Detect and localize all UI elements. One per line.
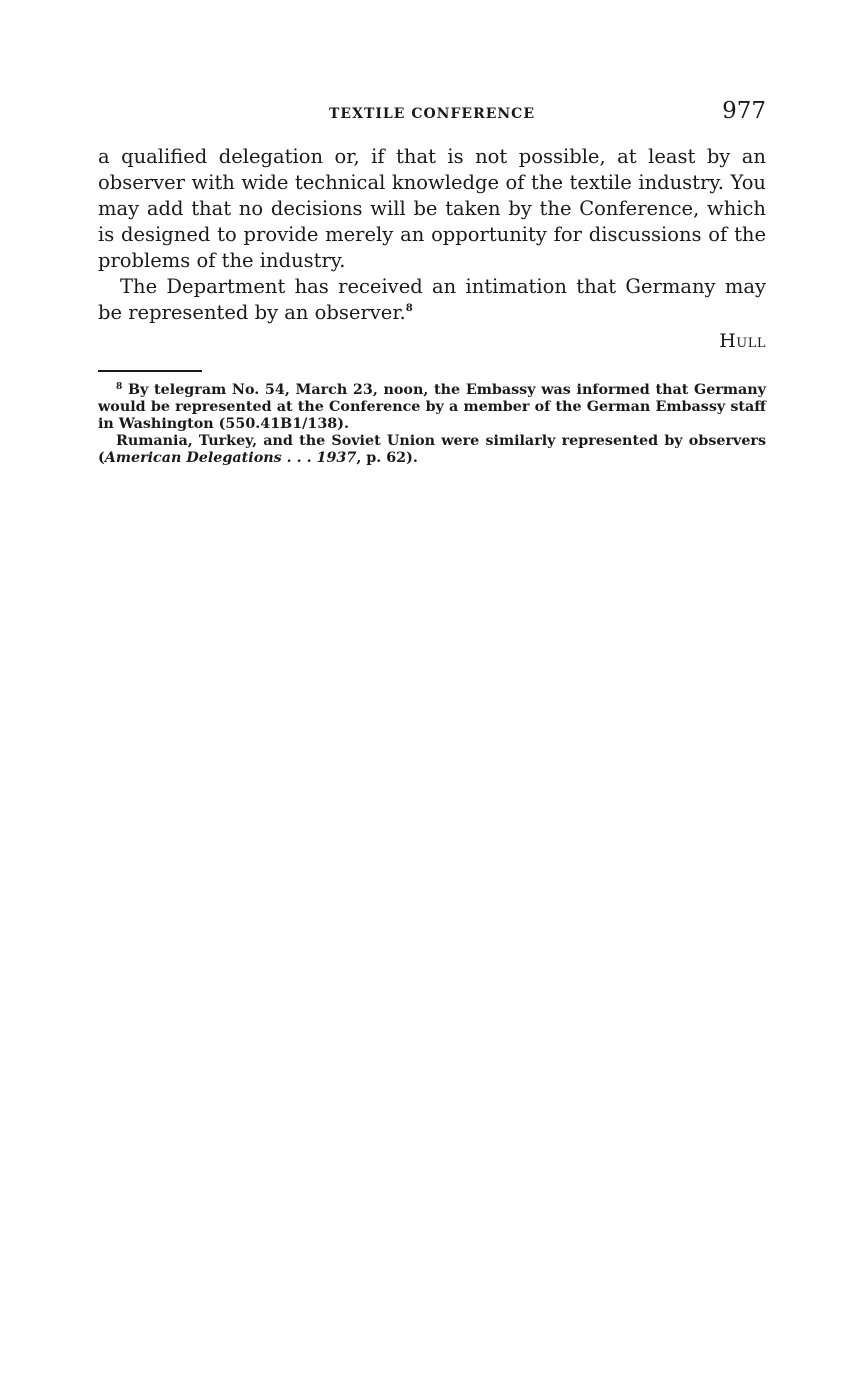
paragraph-2-text: The Department has received an intimation that Germany may be represented by an observer. [98, 275, 766, 324]
footnote-8-continuation [98, 433, 766, 467]
footnote-8 [98, 382, 766, 433]
paragraph-1: a qualified delegation or, if that is not possible, at least by an observer with wide technical knowledge of the textile industry. You may add that no decisions will be taken by the Conference, which is designed to provide merely an opportunity for discussions of the problems of the industry. [98, 145, 766, 272]
footnotes [98, 382, 766, 467]
body-text [98, 144, 766, 326]
footnote-8-text: By telegram No. 54, March 23, noon, the Embassy was informed that Germany would be represented at the Conference by a member of the German Embassy staff in Washington (550.41B1/138). [98, 382, 766, 432]
footnote-citation-title: American Delegations . . . 1937 [104, 450, 357, 466]
footnote-reference-8[interactable]: 8 [405, 303, 413, 314]
footnote-marker: 8 [116, 382, 123, 392]
running-title: TEXTILE CONFERENCE [329, 106, 535, 122]
footnote-continuation-before: Rumania, Turkey, and the Soviet Union were similarly represented by observers ( [98, 433, 766, 466]
document-page [98, 96, 766, 467]
paragraph-2 [98, 274, 766, 326]
signature: Hull [719, 330, 766, 352]
footnote-divider [98, 370, 202, 372]
page-number: 977 [722, 98, 766, 124]
footnote-continuation-after: , p. 62). [356, 450, 418, 466]
running-header [98, 96, 766, 130]
